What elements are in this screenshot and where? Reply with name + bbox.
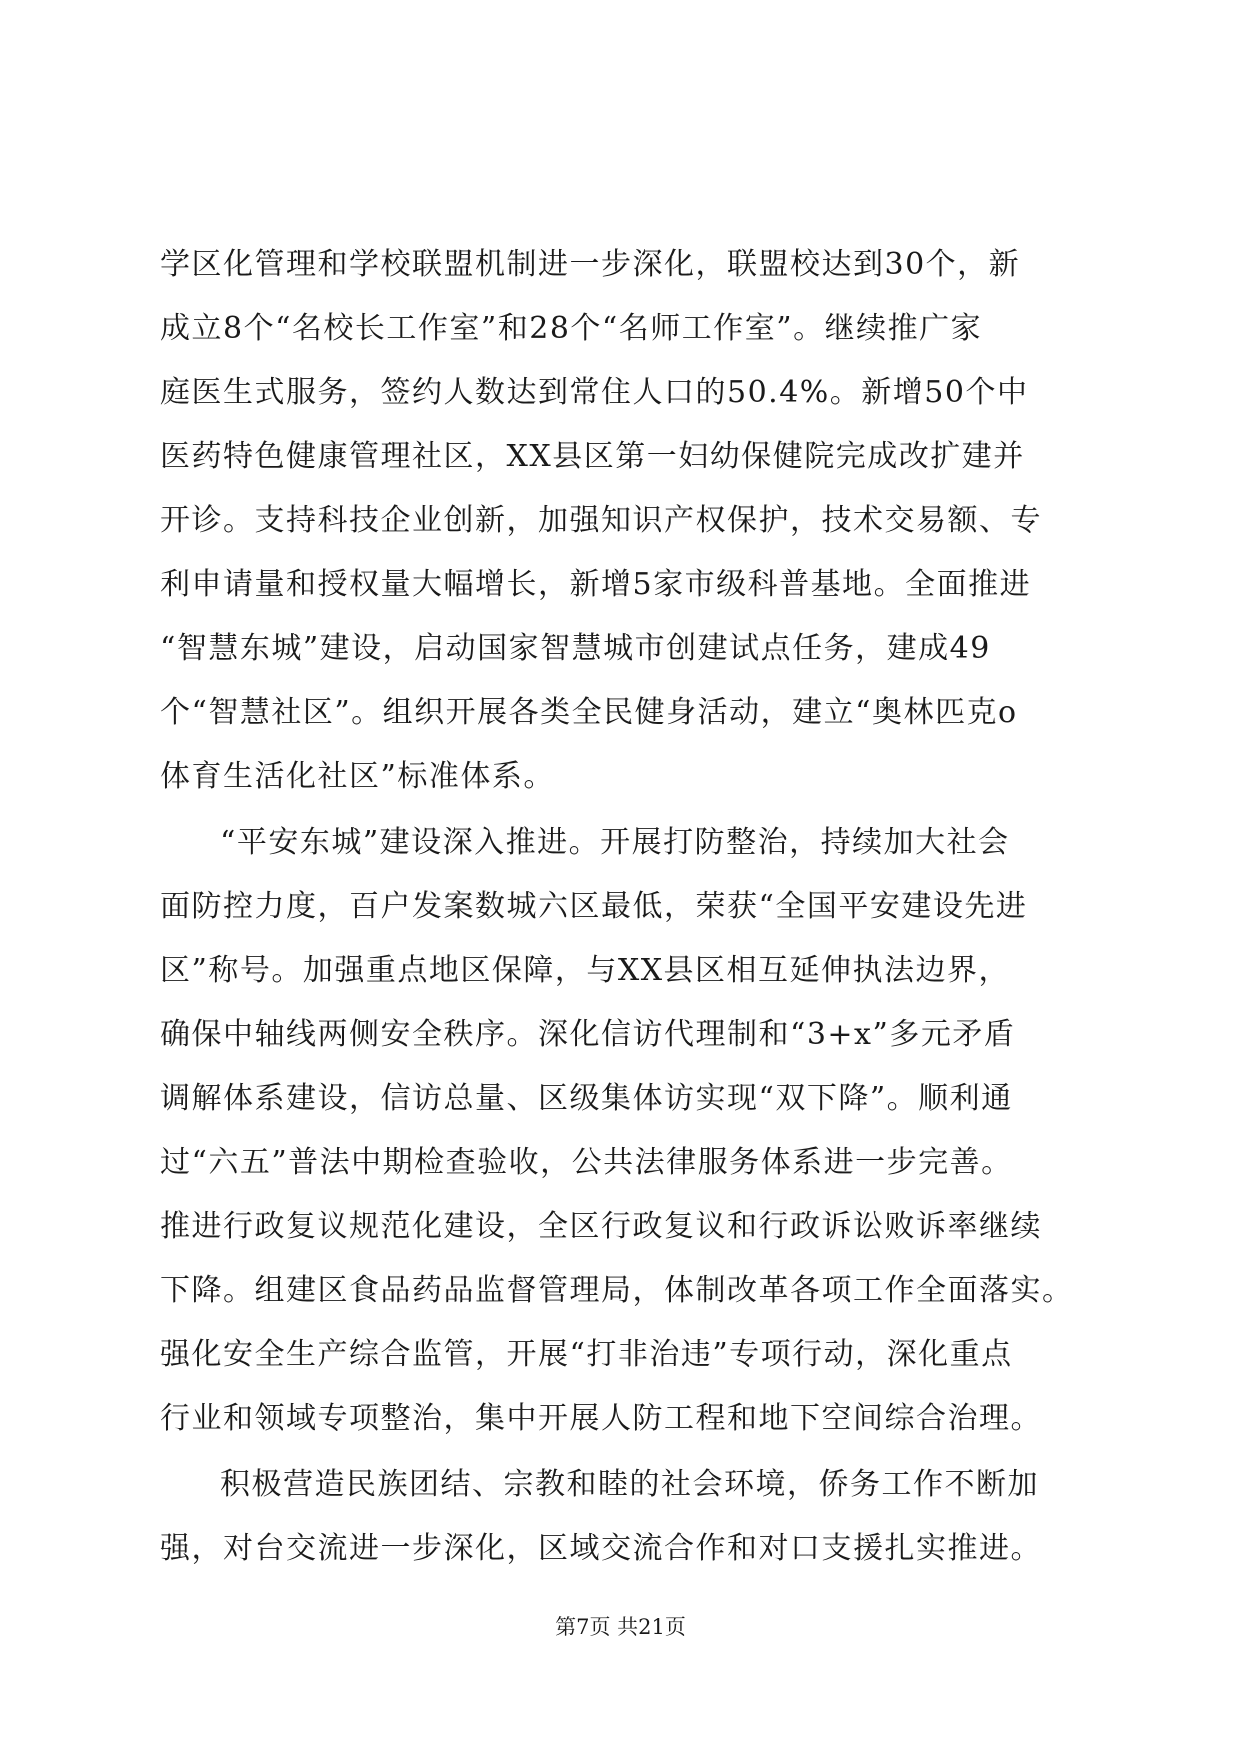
text-line: 面防控力度，百户发案数城六区最低，荣获“全国平安建设先进 [160,889,1028,924]
text-line: 调解体系建设，信访总量、区级集体访实现“双下降”。顺利通 [160,1081,1013,1116]
text-line: 体育生活化社区”标准体系。 [160,759,555,794]
paragraph-first-line: 积极营造民族团结、宗教和睦的社会环境，侨务工作不断加 [220,1467,1039,1502]
text-line: 确保中轴线两侧安全秩序。深化信访代理制和“3+x”多元矛盾 [160,1017,1016,1052]
text-line: 下降。组建区食品药品监督管理局，体制改革各项工作全面落实。 [160,1273,1074,1308]
paragraph-first-line: “平安东城”建设深入推进。开展打防整治，持续加大社会 [220,825,1010,860]
text-line: 强化安全生产综合监管，开展“打非治违”专项行动，深化重点 [160,1337,1013,1372]
text-line: 学区化管理和学校联盟机制进一步深化，联盟校达到30个，新 [160,247,1021,282]
text-line: 利申请量和授权量大幅增长，新增5家市级科普基地。全面推进 [160,567,1032,602]
text-line: 过“六五”普法中期检查验收，公共法律服务体系进一步完善。 [160,1145,1013,1180]
text-line: 区”称号。加强重点地区保障，与XX县区相互延伸执法边界， [160,953,1011,988]
page-number-footer: 第7页 共21页 [555,1615,686,1639]
text-line: 行业和领域专项整治，集中开展人防工程和地下空间综合治理。 [160,1401,1042,1436]
text-line: 个“智慧社区”。组织开展各类全民健身活动，建立“奥林匹克o [160,695,1018,730]
text-line: 开诊。支持科技企业创新，加强知识产权保护，技术交易额、专 [160,503,1042,538]
text-line: 成立8个“名校长工作室”和28个“名师工作室”。继续推广家 [160,311,983,346]
text-line: 强，对台交流进一步深化，区域交流合作和对口支援扎实推进。 [160,1531,1042,1566]
text-line: “智慧东城”建设，启动国家智慧城市创建试点任务，建成49 [160,631,991,666]
text-line: 推进行政复议规范化建设，全区行政复议和行政诉讼败诉率继续 [160,1209,1042,1244]
text-line: 医药特色健康管理社区，XX县区第一妇幼保健院完成改扩建并 [160,439,1025,474]
text-line: 庭医生式服务，签约人数达到常住人口的50.4%。新增50个中 [160,375,1029,410]
document-body [160,233,1090,1581]
